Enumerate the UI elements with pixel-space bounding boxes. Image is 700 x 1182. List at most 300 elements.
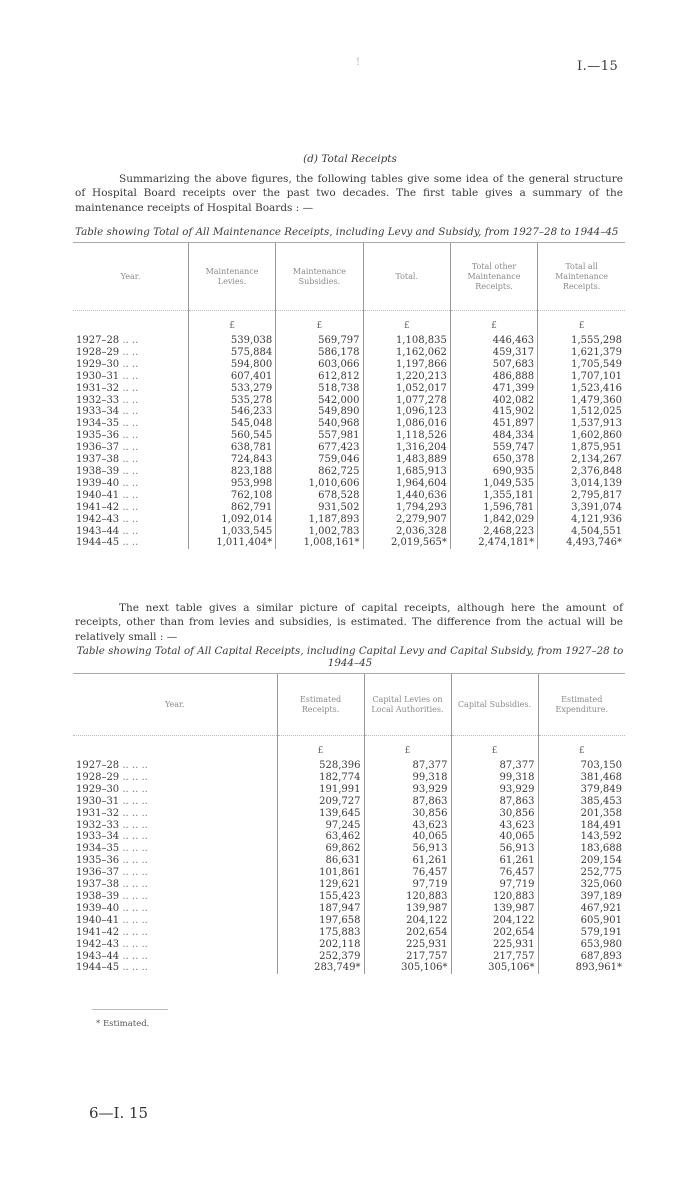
- year-label: 1932–33: [76, 394, 120, 406]
- cell-subsidies: 1,187,893: [276, 514, 363, 526]
- leader-dots: .. ..: [119, 525, 139, 537]
- row-year: [73, 796, 277, 808]
- cell-total: 1,077,278: [363, 395, 450, 407]
- cell-receipts: 129,621: [277, 879, 364, 891]
- table-row: [73, 454, 625, 466]
- cell-subsidies: 76,457: [451, 867, 538, 879]
- table-row: [73, 784, 625, 796]
- row-year: [73, 951, 277, 963]
- cell-all: 2,376,848: [538, 466, 625, 478]
- cell-subsidies: 1,010,606: [276, 478, 363, 490]
- cell-other: 559,747: [450, 442, 537, 454]
- cell-subsidies: 540,968: [276, 418, 363, 430]
- cell-subsidies: 586,178: [276, 347, 363, 359]
- intro-paragraph: [75, 172, 623, 215]
- t1-header-all: Total all Maintenance Receipts.: [538, 243, 625, 311]
- cell-levies: 87,863: [364, 796, 451, 808]
- cell-other: 415,902: [450, 406, 537, 418]
- cell-expenditure: 397,189: [538, 891, 625, 903]
- cell-subsidies: 56,913: [451, 843, 538, 855]
- cell-expenditure: 252,775: [538, 867, 625, 879]
- leader-dots: .. .. ..: [119, 831, 148, 843]
- cell-other: 507,683: [450, 359, 537, 371]
- cell-levies: 724,843: [188, 454, 275, 466]
- cell-all: 1,523,416: [538, 383, 625, 395]
- row-year: [73, 867, 277, 879]
- cell-receipts: 97,245: [277, 820, 364, 832]
- cell-levies: 533,279: [188, 383, 275, 395]
- leader-dots: .. ..: [119, 477, 139, 489]
- cell-receipts: 202,118: [277, 939, 364, 951]
- footnote-rule: [92, 1009, 168, 1010]
- cell-expenditure: 687,893: [538, 951, 625, 963]
- cell-total: 1,162,062: [363, 347, 450, 359]
- cell-all: 1,512,025: [538, 406, 625, 418]
- cell-subsidies: 1,002,783: [276, 526, 363, 538]
- cell-all: 1,602,860: [538, 430, 625, 442]
- cell-levies: 40,065: [364, 831, 451, 843]
- cell-levies: 823,188: [188, 466, 275, 478]
- t1-header-subsidies: Maintenance Subsidies.: [276, 243, 363, 311]
- t2-header-receipts: Estimated Receipts.: [277, 674, 364, 736]
- cell-expenditure: 653,980: [538, 939, 625, 951]
- cell-receipts: 252,379: [277, 951, 364, 963]
- leader-dots: .. ..: [119, 513, 139, 525]
- cell-other: 484,334: [450, 430, 537, 442]
- row-year: [73, 347, 188, 359]
- year-label: 1937–38: [76, 879, 120, 891]
- cell-other: 2,468,223: [450, 526, 537, 538]
- cell-subsidies: 87,863: [451, 796, 538, 808]
- cell-total: 1,483,889: [363, 454, 450, 466]
- cell-other: 1,355,181: [450, 490, 537, 502]
- row-year: [73, 406, 188, 418]
- cell-levies: 225,931: [364, 939, 451, 951]
- year-label: 1931–32: [76, 807, 120, 819]
- cell-levies: 56,913: [364, 843, 451, 855]
- t1-unit: £: [363, 311, 450, 336]
- cell-levies: 594,800: [188, 359, 275, 371]
- row-year: [73, 478, 188, 490]
- leader-dots: .. .. ..: [119, 783, 148, 795]
- table-row: [73, 478, 625, 490]
- leader-dots: .. .. ..: [119, 819, 148, 831]
- cell-expenditure: 467,921: [538, 903, 625, 915]
- year-label: 1944–45: [76, 537, 120, 549]
- leader-dots: .. ..: [119, 335, 139, 346]
- row-year: [73, 526, 188, 538]
- t1-header-year: Year.: [73, 243, 188, 311]
- year-label: 1934–35: [76, 418, 120, 430]
- table-row: [73, 843, 625, 855]
- table-row: [73, 514, 625, 526]
- cell-levies: 87,377: [364, 760, 451, 772]
- cell-subsidies: 43,623: [451, 820, 538, 832]
- cell-subsidies: 87,377: [451, 760, 538, 772]
- leader-dots: .. .. ..: [119, 926, 148, 938]
- table-row: [73, 430, 625, 442]
- cell-subsidies: 40,065: [451, 831, 538, 843]
- cell-all: 2,134,267: [538, 454, 625, 466]
- leader-dots: .. .. ..: [119, 962, 148, 974]
- cell-total: 1,108,835: [363, 335, 450, 347]
- cell-total: 1,052,017: [363, 383, 450, 395]
- cell-levies: 638,781: [188, 442, 275, 454]
- year-label: 1929–30: [76, 358, 120, 370]
- cell-subsidies: 518,738: [276, 383, 363, 395]
- table-row: [73, 796, 625, 808]
- cell-subsidies: 542,000: [276, 395, 363, 407]
- row-year: [73, 537, 188, 549]
- cell-levies: 1,033,545: [188, 526, 275, 538]
- cell-total: 1,794,293: [363, 502, 450, 514]
- cell-subsidies: 139,987: [451, 903, 538, 915]
- table-row: [73, 831, 625, 843]
- cell-subsidies: 225,931: [451, 939, 538, 951]
- cell-other: 486,888: [450, 371, 537, 383]
- cell-total: 1,096,123: [363, 406, 450, 418]
- cell-receipts: 283,749*: [277, 962, 364, 974]
- table-row: [73, 466, 625, 478]
- t2-header-year: Year.: [73, 674, 277, 736]
- t2-unit-blank: [73, 736, 277, 761]
- table-row: [73, 359, 625, 371]
- cell-subsidies: 202,654: [451, 927, 538, 939]
- table-row: [73, 772, 625, 784]
- table-row: [73, 939, 625, 951]
- cell-all: 4,121,936: [538, 514, 625, 526]
- cell-levies: 560,545: [188, 430, 275, 442]
- cell-receipts: 182,774: [277, 772, 364, 784]
- cell-all: 1,707,101: [538, 371, 625, 383]
- table-row: [73, 927, 625, 939]
- cell-receipts: 101,861: [277, 867, 364, 879]
- cell-levies: 43,623: [364, 820, 451, 832]
- cell-subsidies: 931,502: [276, 502, 363, 514]
- cell-other: 690,935: [450, 466, 537, 478]
- footnote: * Estimated.: [96, 1019, 150, 1029]
- cell-all: 1,705,549: [538, 359, 625, 371]
- row-year: [73, 855, 277, 867]
- row-year: [73, 903, 277, 915]
- capital-receipts-table: [73, 673, 625, 974]
- cell-other: 446,463: [450, 335, 537, 347]
- cell-levies: 99,318: [364, 772, 451, 784]
- cell-levies: 305,106*: [364, 962, 451, 974]
- leader-dots: .. .. ..: [119, 914, 148, 926]
- cell-subsidies: 569,797: [276, 335, 363, 347]
- row-year: [73, 772, 277, 784]
- leader-dots: .. .. ..: [119, 771, 148, 783]
- cell-levies: 575,884: [188, 347, 275, 359]
- cell-levies: 61,261: [364, 855, 451, 867]
- leader-dots: .. ..: [119, 370, 139, 382]
- year-label: 1940–41: [76, 914, 120, 926]
- year-label: 1936–37: [76, 867, 120, 879]
- cell-expenditure: 605,901: [538, 915, 625, 927]
- cell-subsidies: 30,856: [451, 808, 538, 820]
- leader-dots: .. ..: [119, 489, 139, 501]
- cell-levies: 97,719: [364, 879, 451, 891]
- leader-dots: .. ..: [119, 358, 139, 370]
- middle-paragraph: [75, 601, 623, 644]
- year-label: 1938–39: [76, 890, 120, 902]
- cell-total: 1,316,204: [363, 442, 450, 454]
- year-label: 1927–28: [76, 760, 120, 771]
- cell-levies: 93,929: [364, 784, 451, 796]
- cell-total: 1,964,604: [363, 478, 450, 490]
- cell-all: 3,391,074: [538, 502, 625, 514]
- table-row: [73, 371, 625, 383]
- maintenance-receipts-table: [73, 242, 625, 549]
- leader-dots: .. .. ..: [119, 807, 148, 819]
- row-year: [73, 962, 277, 974]
- leader-dots: .. ..: [119, 465, 139, 477]
- cell-all: 3,014,139: [538, 478, 625, 490]
- table-row: [73, 537, 625, 549]
- t2-header-subsidies: Capital Subsidies.: [451, 674, 538, 736]
- cell-expenditure: 579,191: [538, 927, 625, 939]
- t1-header-other: Total other Maintenance Receipts.: [450, 243, 537, 311]
- t2-unit: £: [277, 736, 364, 761]
- leader-dots: .. ..: [119, 346, 139, 358]
- table-row: [73, 855, 625, 867]
- cell-total: 1,440,636: [363, 490, 450, 502]
- cell-levies: 953,998: [188, 478, 275, 490]
- year-label: 1938–39: [76, 465, 120, 477]
- cell-other: 402,082: [450, 395, 537, 407]
- row-year: [73, 335, 188, 347]
- table-row: [73, 490, 625, 502]
- t2-header-levies: Capital Levies on Local Authorities.: [364, 674, 451, 736]
- row-year: [73, 502, 188, 514]
- cell-receipts: 155,423: [277, 891, 364, 903]
- leader-dots: .. ..: [119, 394, 139, 406]
- year-label: 1927–28: [76, 335, 120, 346]
- cell-levies: 217,757: [364, 951, 451, 963]
- row-year: [73, 383, 188, 395]
- row-year: [73, 820, 277, 832]
- t1-unit-blank: [73, 311, 188, 336]
- leader-dots: .. .. ..: [119, 843, 148, 855]
- cell-receipts: 139,645: [277, 808, 364, 820]
- leader-dots: .. .. ..: [119, 855, 148, 867]
- cell-subsidies: 557,981: [276, 430, 363, 442]
- cell-levies: 202,654: [364, 927, 451, 939]
- cell-other: 1,842,029: [450, 514, 537, 526]
- cell-subsidies: 217,757: [451, 951, 538, 963]
- leader-dots: .. ..: [119, 406, 139, 418]
- year-label: 1931–32: [76, 382, 120, 394]
- row-year: [73, 454, 188, 466]
- year-label: 1934–35: [76, 843, 120, 855]
- cell-receipts: 191,991: [277, 784, 364, 796]
- cell-total: 2,279,907: [363, 514, 450, 526]
- t1-header-total: Total.: [363, 243, 450, 311]
- cell-total: 2,019,565*: [363, 537, 450, 549]
- leader-dots: .. .. ..: [119, 760, 148, 771]
- row-year: [73, 879, 277, 891]
- row-year: [73, 831, 277, 843]
- cell-subsidies: 612,812: [276, 371, 363, 383]
- table-row: [73, 395, 625, 407]
- cell-subsidies: 93,929: [451, 784, 538, 796]
- year-label: 1940–41: [76, 489, 120, 501]
- row-year: [73, 843, 277, 855]
- year-label: 1930–31: [76, 370, 120, 382]
- leader-dots: .. ..: [119, 501, 139, 513]
- cell-other: 459,317: [450, 347, 537, 359]
- row-year: [73, 418, 188, 430]
- cell-receipts: 69,862: [277, 843, 364, 855]
- cell-expenditure: 143,592: [538, 831, 625, 843]
- cell-subsidies: 305,106*: [451, 962, 538, 974]
- year-label: 1943–44: [76, 525, 120, 537]
- cell-levies: 76,457: [364, 867, 451, 879]
- t2-unit: £: [451, 736, 538, 761]
- cell-levies: 862,791: [188, 502, 275, 514]
- table-row: [73, 951, 625, 963]
- year-label: 1941–42: [76, 501, 120, 513]
- cell-levies: 139,987: [364, 903, 451, 915]
- t1-unit: £: [276, 311, 363, 336]
- cell-levies: 204,122: [364, 915, 451, 927]
- cell-levies: 607,401: [188, 371, 275, 383]
- table-row: [73, 962, 625, 974]
- cell-levies: 1,011,404*: [188, 537, 275, 549]
- year-label: 1928–29: [76, 346, 120, 358]
- table-row: [73, 347, 625, 359]
- cell-levies: 30,856: [364, 808, 451, 820]
- table-row: [73, 879, 625, 891]
- cell-subsidies: 549,890: [276, 406, 363, 418]
- row-year: [73, 891, 277, 903]
- cell-subsidies: 759,046: [276, 454, 363, 466]
- cell-receipts: 175,883: [277, 927, 364, 939]
- cell-levies: 539,038: [188, 335, 275, 347]
- table-row: [73, 903, 625, 915]
- cell-receipts: 63,462: [277, 831, 364, 843]
- cell-all: 1,479,360: [538, 395, 625, 407]
- row-year: [73, 760, 277, 772]
- cell-other: 471,399: [450, 383, 537, 395]
- cell-subsidies: 677,423: [276, 442, 363, 454]
- cell-expenditure: 325,060: [538, 879, 625, 891]
- year-label: 1933–34: [76, 831, 120, 843]
- cell-total: 1,220,213: [363, 371, 450, 383]
- cell-total: 1,197,866: [363, 359, 450, 371]
- leader-dots: .. .. ..: [119, 902, 148, 914]
- leader-dots: .. .. ..: [119, 938, 148, 950]
- leader-dots: .. ..: [119, 430, 139, 442]
- page-id: 6—I. 15: [89, 1104, 149, 1122]
- year-label: 1942–43: [76, 938, 120, 950]
- year-label: 1935–36: [76, 430, 120, 442]
- cell-expenditure: 184,491: [538, 820, 625, 832]
- row-year: [73, 359, 188, 371]
- leader-dots: .. .. ..: [119, 867, 148, 879]
- row-year: [73, 514, 188, 526]
- leader-dots: .. .. ..: [119, 879, 148, 891]
- year-label: 1944–45: [76, 962, 120, 974]
- cell-receipts: 197,658: [277, 915, 364, 927]
- year-label: 1937–38: [76, 454, 120, 466]
- middle-paragraph-text: The next table gives a similar picture of capital receipts, although here the amount of receipts, other than from levies and subsidies, is estimated. The difference from the actual will be relatively small : —: [75, 602, 623, 643]
- year-label: 1929–30: [76, 783, 120, 795]
- t1-header-levies: Maintenance Levies.: [188, 243, 275, 311]
- leader-dots: .. .. ..: [119, 795, 148, 807]
- cell-all: 1,875,951: [538, 442, 625, 454]
- table-row: [73, 418, 625, 430]
- cell-receipts: 209,727: [277, 796, 364, 808]
- year-label: 1939–40: [76, 477, 120, 489]
- cell-subsidies: 99,318: [451, 772, 538, 784]
- center-mark: !: [356, 57, 361, 68]
- row-year: [73, 430, 188, 442]
- cell-expenditure: 893,961*: [538, 962, 625, 974]
- table-row: [73, 383, 625, 395]
- cell-other: 451,897: [450, 418, 537, 430]
- row-year: [73, 808, 277, 820]
- cell-levies: 120,883: [364, 891, 451, 903]
- t1-unit: £: [188, 311, 275, 336]
- cell-total: 2,036,328: [363, 526, 450, 538]
- row-year: [73, 395, 188, 407]
- cell-subsidies: 1,008,161*: [276, 537, 363, 549]
- year-label: 1942–43: [76, 513, 120, 525]
- row-year: [73, 784, 277, 796]
- leader-dots: .. ..: [119, 454, 139, 466]
- cell-total: 1,685,913: [363, 466, 450, 478]
- year-label: 1939–40: [76, 902, 120, 914]
- cell-subsidies: 97,719: [451, 879, 538, 891]
- year-label: 1933–34: [76, 406, 120, 418]
- leader-dots: .. ..: [119, 442, 139, 454]
- cell-all: 4,493,746*: [538, 537, 625, 549]
- cell-levies: 1,092,014: [188, 514, 275, 526]
- cell-subsidies: 120,883: [451, 891, 538, 903]
- table1-caption: Table showing Total of All Maintenance Receipts, including Levy and Subsidy, from 1927–28 to 1944–45: [75, 226, 619, 238]
- cell-all: 1,537,913: [538, 418, 625, 430]
- year-label: 1936–37: [76, 442, 120, 454]
- table-row: [73, 442, 625, 454]
- table-row: [73, 867, 625, 879]
- table-row: [73, 406, 625, 418]
- cell-other: 650,378: [450, 454, 537, 466]
- cell-receipts: 528,396: [277, 760, 364, 772]
- table-row: [73, 820, 625, 832]
- cell-subsidies: 61,261: [451, 855, 538, 867]
- table-row: [73, 891, 625, 903]
- t1-unit: £: [538, 311, 625, 336]
- cell-other: 1,596,781: [450, 502, 537, 514]
- cell-receipts: 187,947: [277, 903, 364, 915]
- t2-header-expenditure: Estimated Expenditure.: [538, 674, 625, 736]
- table2-caption: Table showing Total of All Capital Receipts, including Capital Levy and Capital Subsidy, from 1927–28 to 1944–45: [76, 645, 624, 669]
- leader-dots: .. .. ..: [119, 890, 148, 902]
- cell-expenditure: 703,150: [538, 760, 625, 772]
- row-year: [73, 939, 277, 951]
- leader-dots: .. .. ..: [119, 950, 148, 962]
- table-row: [73, 915, 625, 927]
- row-year: [73, 490, 188, 502]
- cell-other: 1,049,535: [450, 478, 537, 490]
- cell-all: 4,504,551: [538, 526, 625, 538]
- year-label: 1930–31: [76, 795, 120, 807]
- table-row: [73, 335, 625, 347]
- cell-subsidies: 678,528: [276, 490, 363, 502]
- cell-levies: 545,048: [188, 418, 275, 430]
